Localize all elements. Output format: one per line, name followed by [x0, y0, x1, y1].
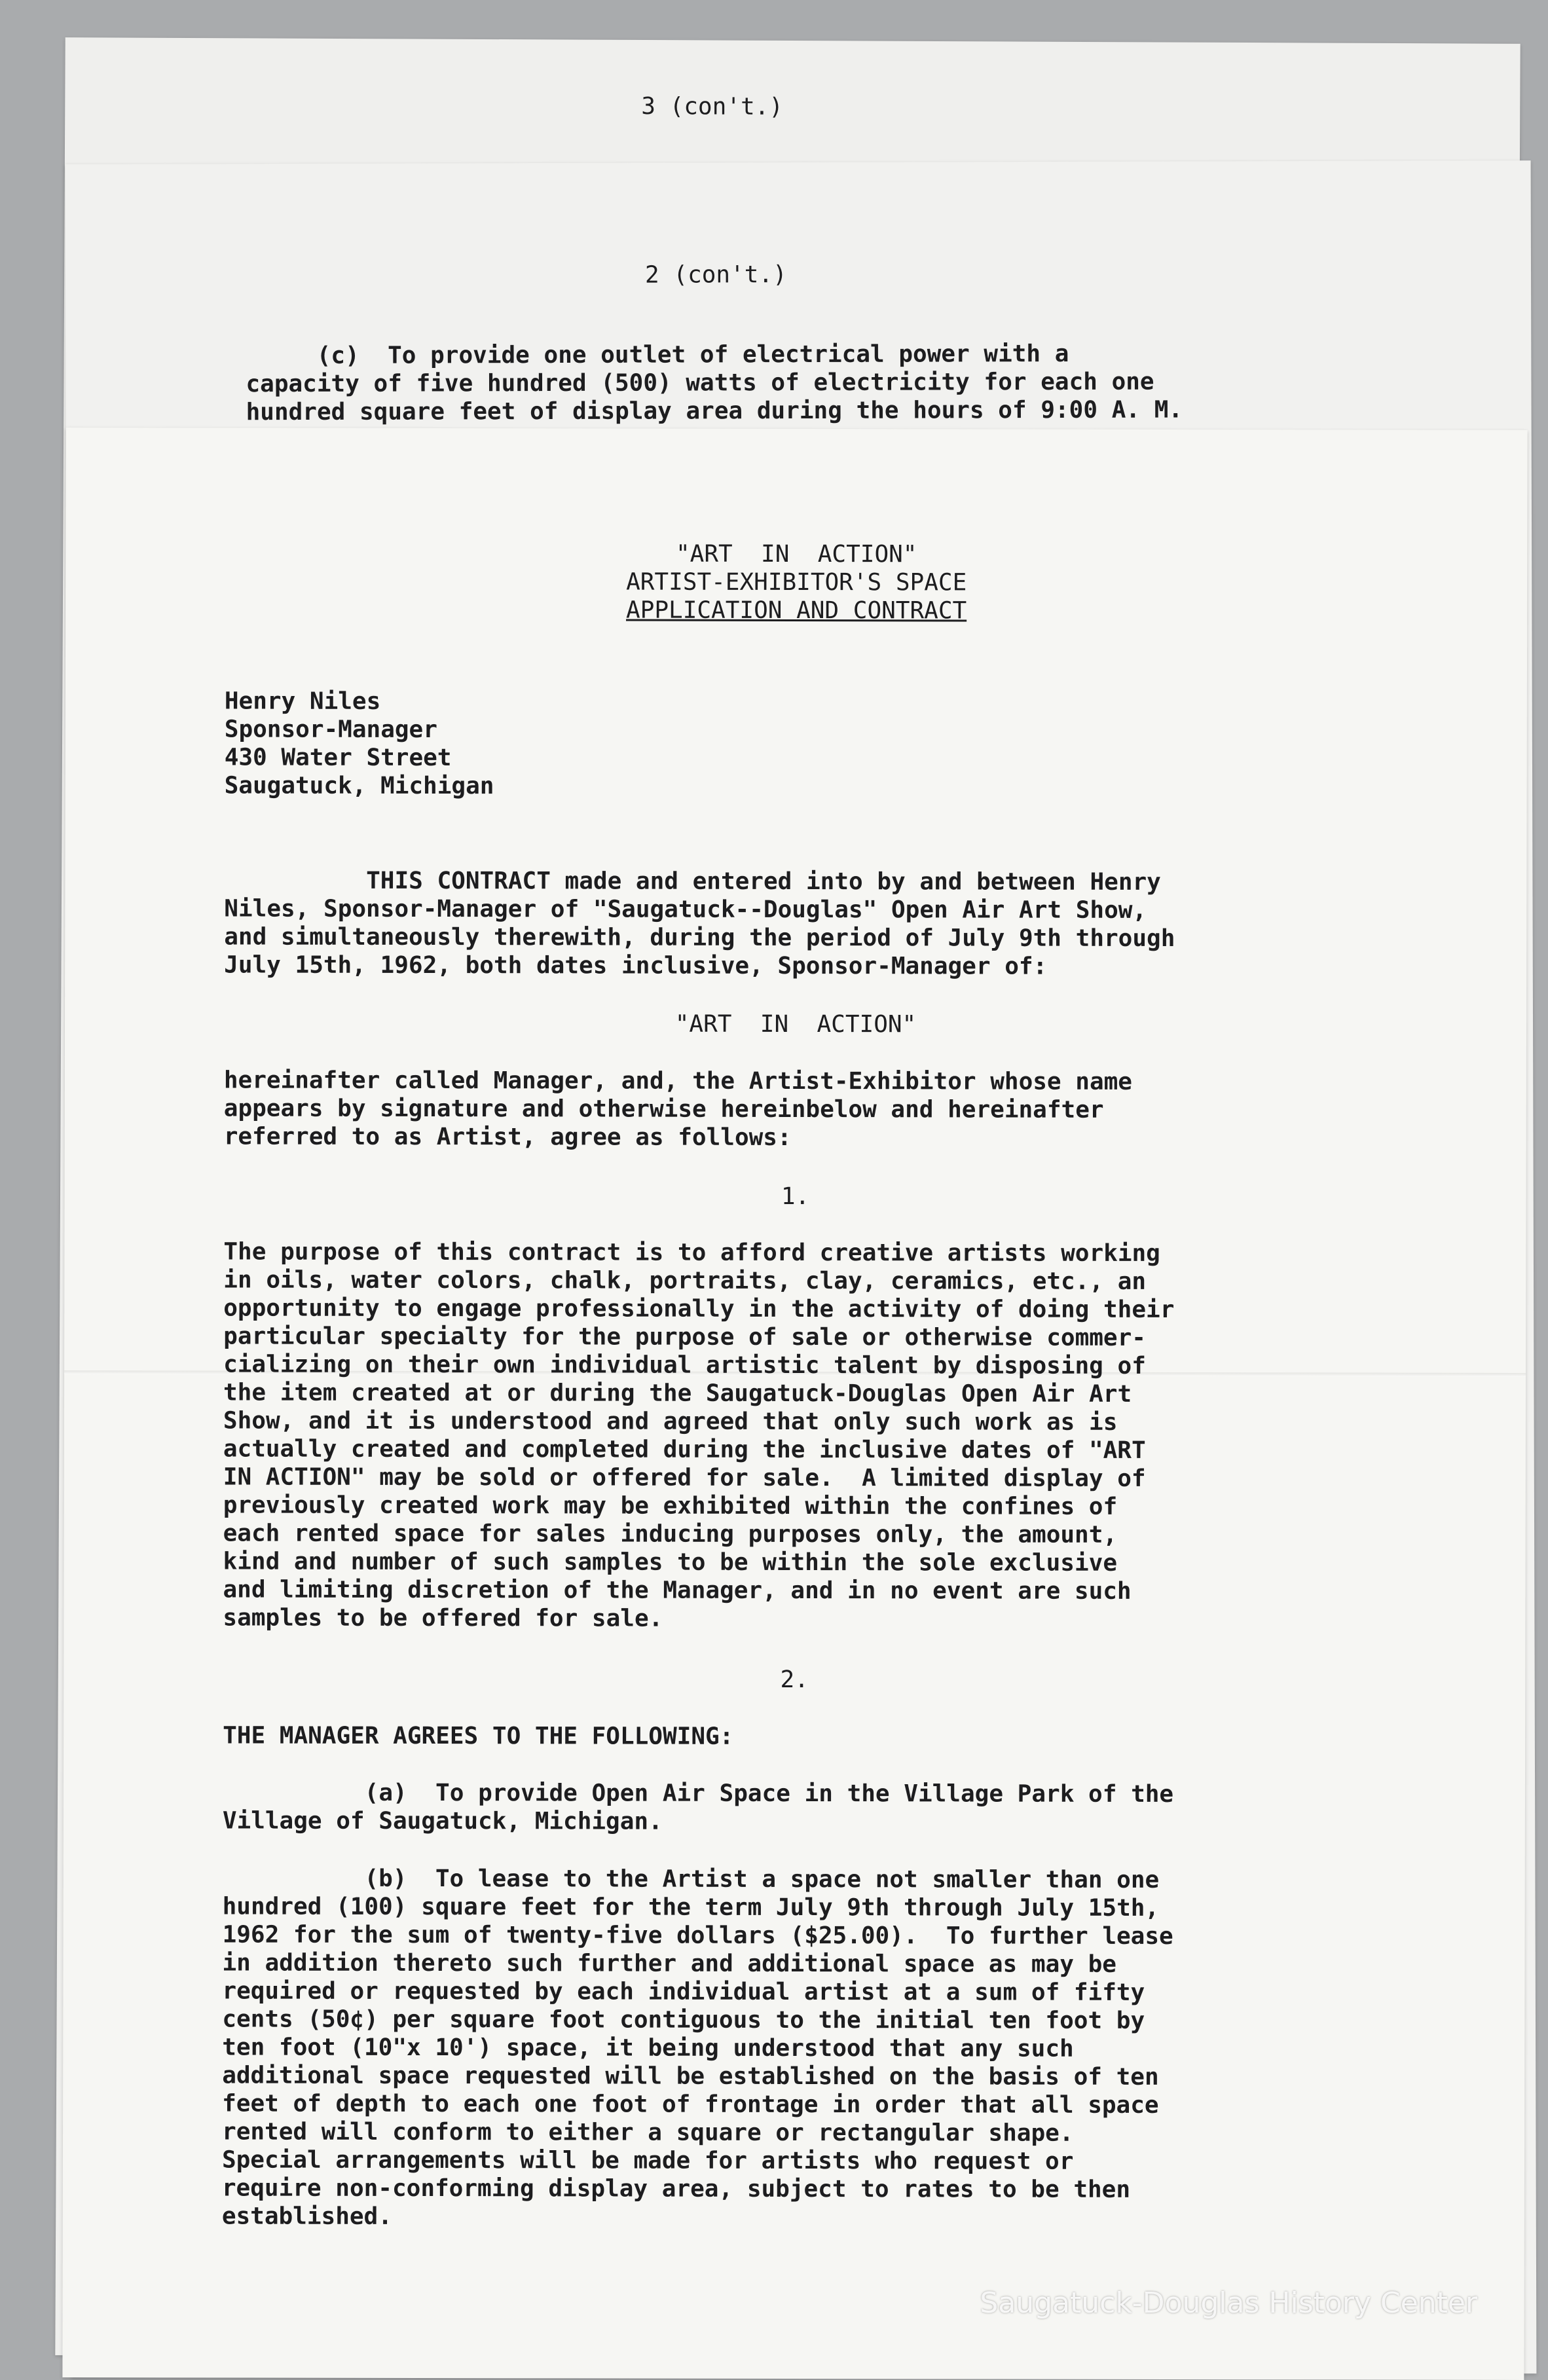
section-2-heading: THE MANAGER AGREES TO THE FOLLOWING:: [223, 1722, 734, 1750]
page-3-header: 3 (con't.): [641, 93, 784, 120]
section-2-number: 2.: [780, 1666, 809, 1694]
paragraph-a: (a) To provide Open Air Space in the Village Park of the Village of Saugatuck, Michigan.: [222, 1779, 1174, 1835]
art-in-action-line: "ART IN ACTION": [674, 1010, 917, 1038]
page-2-paragraph-c: (c) To provide one outlet of electrical power with a capacity of five hundred (500) watts of electricity for each one hundred square feet of display area during the hours of 9:00 A. M.: [246, 340, 1183, 426]
page-1-sheet: [62, 428, 1527, 2380]
paragraph-b: (b) To lease to the Artist a space not smaller than one hundred (100) square feet for the term July 9th through July 15th, 1962 for the sum of twenty-five dollars ($25.00). To further lease in addition thereto such further and additional space as may be required or requested by each individual artist at a sum of fifty cents (50¢) per square foot contiguous to the initial ten foot by ten foot (10"x 10') space, it being understood that any such additional space requested will be established on the basis of ten feet of depth to each one foot of frontage in order that all space rented will conform to either a square or rectangular shape. Special arrangements will be made for artists who request or require non-conforming display area, subject to rates to be then established.: [221, 1865, 1173, 2230]
section-1-paragraph: The purpose of this contract is to afford creative artists working in oils, water colors, chalk, portraits, clay, ceramics, etc., an opportunity to engage professionally in the activity of doing their particular specialty for the purpose of sale or otherwise commer- cializing on their own individual artistic talent by disposing of the item created at or during the Saugatuck-Douglas Open Air Art Show, and it is understood and agreed that only such work as is actually created and completed during the inclusive dates of "ART IN ACTION" may be sold or offered for sale. A limited display of previously created work may be exhibited within the confines of each rented space for sales inducing purposes only, the amount, kind and number of such samples to be within the sole exclusive and limiting discretion of the Manager, and in no event are such samples to be offered for sale.: [223, 1238, 1175, 1632]
contract-title-line-2: ARTIST-EXHIBITOR'S SPACE: [626, 568, 967, 596]
contract-intro-paragraph: THIS CONTRACT made and entered into by and between Henry Niles, Sponsor-Manager of "Saugatuck--Douglas" Open Air Art Show, and simultaneously therewith, during the period of July 9th through July 15th, 1962, both dates inclusive, Sponsor-Manager of:: [224, 867, 1175, 980]
sponsor-address-block: Henry Niles Sponsor-Manager 430 Water Street Saugatuck, Michigan: [224, 687, 494, 800]
section-1-number: 1.: [781, 1182, 810, 1211]
contract-title-line-1: "ART IN ACTION": [675, 540, 917, 568]
history-center-watermark: Saugatuck-Douglas History Center: [980, 2286, 1477, 2320]
page-2-header: 2 (con't.): [644, 261, 787, 289]
contract-title-line-3: APPLICATION AND CONTRACT: [625, 596, 967, 625]
hereinafter-paragraph: hereinafter called Manager, and, the Artist-Exhibitor whose name appears by signature and otherwise hereinbelow and hereinafter referred to as Artist, agree as follows:: [223, 1067, 1133, 1151]
